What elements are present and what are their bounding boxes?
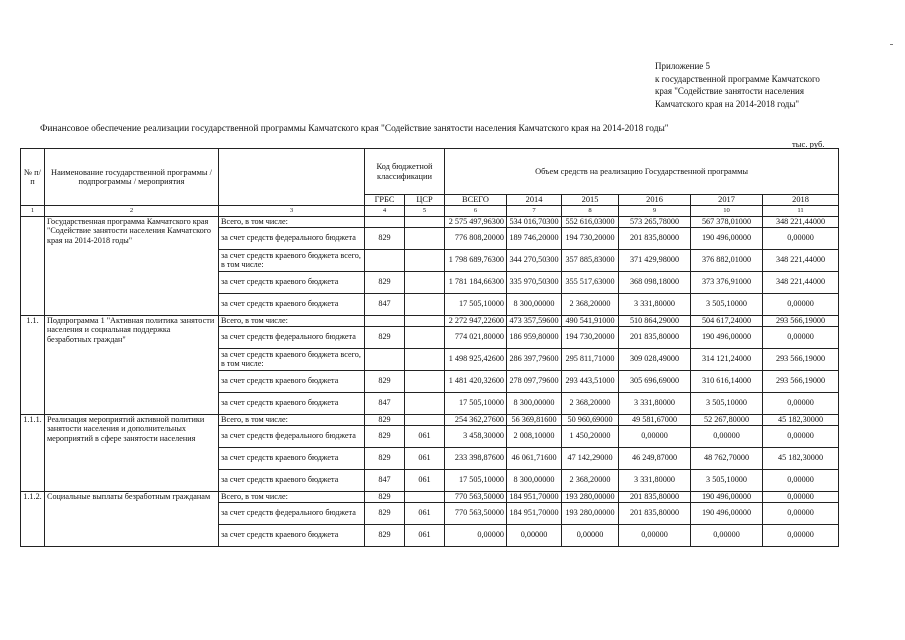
amount-2015: 2 368,20000 [562,469,619,491]
grbs-code: 829 [365,414,405,425]
csr-code [405,249,445,271]
document-title: Финансовое обеспечение реализации государственной программы Камчатского края "Содействие занятости населения Камчатского края на 2014-2018 годы" [40,124,669,134]
scan-mark [890,44,893,45]
appendix-line: Приложение 5 [655,61,711,71]
amount-2014: 184 951,70000 [507,491,562,502]
col-number: 11 [763,206,839,217]
amount-2017: 190 496,00000 [691,227,763,249]
amount-2018: 0,00000 [763,227,839,249]
grbs-code [365,216,405,227]
grbs-code: 829 [365,271,405,293]
funding-source: за счет средств краевого бюджета [219,469,365,491]
appendix-note [655,60,820,110]
amount-2018: 348 221,44000 [763,249,839,271]
amount-2016: 305 696,69000 [619,370,691,392]
col-number: 9 [619,206,691,217]
amount-total: 0,00000 [445,524,507,546]
amount-2018: 348 221,44000 [763,216,839,227]
amount-2017: 373 376,91000 [691,271,763,293]
table-row [21,414,839,425]
amount-2016: 3 331,80000 [619,469,691,491]
amount-total: 770 563,50000 [445,502,507,524]
header-year: 2018 [763,195,839,206]
grbs-code: 829 [365,370,405,392]
header-source [219,149,365,206]
amount-2016: 573 265,78000 [619,216,691,227]
amount-2014: 0,00000 [507,524,562,546]
amount-total: 2 272 947,22600 [445,315,507,326]
grbs-code [365,348,405,370]
funding-source: за счет средств федерального бюджета [219,502,365,524]
amount-2017: 0,00000 [691,425,763,447]
funding-source: за счет средств федерального бюджета [219,425,365,447]
amount-2014: 473 357,59600 [507,315,562,326]
header-kbk: Код бюджетной классификации [365,149,445,195]
amount-2014: 186 959,80000 [507,326,562,348]
csr-code [405,216,445,227]
amount-2015: 293 443,51000 [562,370,619,392]
amount-2014: 8 300,00000 [507,469,562,491]
amount-2016: 371 429,98000 [619,249,691,271]
amount-2017: 314 121,24000 [691,348,763,370]
amount-2017: 190 496,00000 [691,502,763,524]
funding-source: Всего, в том числе: [219,216,365,227]
amount-total: 3 458,30000 [445,425,507,447]
amount-2018: 0,00000 [763,469,839,491]
csr-code [405,414,445,425]
csr-code [405,293,445,315]
col-number: 3 [219,206,365,217]
csr-code: 061 [405,502,445,524]
grbs-code: 829 [365,227,405,249]
header-volume: Объем средств на реализацию Государственной программы [445,149,839,195]
funding-source: за счет средств краевого бюджета [219,447,365,469]
amount-2014: 335 970,50300 [507,271,562,293]
amount-total: 17 505,10000 [445,293,507,315]
program-name: Государственная программа Камчатского края "Содействие занятости населения Камчатского края на 2014-2018 годы" [45,216,219,315]
csr-code: 061 [405,425,445,447]
row-number [21,216,45,315]
amount-2016: 46 249,87000 [619,447,691,469]
amount-2017: 3 505,10000 [691,293,763,315]
funding-source: за счет средств федерального бюджета [219,326,365,348]
header-num: № п/п [21,149,45,206]
amount-2017: 504 617,24000 [691,315,763,326]
amount-total: 254 362,27600 [445,414,507,425]
row-number: 1.1. [21,315,45,414]
amount-2016: 49 581,67000 [619,414,691,425]
program-name: Реализация мероприятий активной политики занятости населения и дополнительных мероприятий в сфере занятости населения [45,414,219,491]
grbs-code: 829 [365,447,405,469]
amount-2014: 2 008,10000 [507,425,562,447]
amount-2016: 201 835,80000 [619,326,691,348]
csr-code [405,392,445,414]
amount-2018: 293 566,19000 [763,370,839,392]
csr-code [405,348,445,370]
amount-2015: 47 142,29000 [562,447,619,469]
amount-2018: 348 221,44000 [763,271,839,293]
funding-source: Всего, в том числе: [219,315,365,326]
grbs-code: 829 [365,425,405,447]
funding-source: за счет средств краевого бюджета всего, в том числе: [219,348,365,370]
csr-code: 061 [405,469,445,491]
appendix-line: к государственной программе Камчатского [655,73,820,84]
units-label: тыс. руб. [792,139,825,149]
row-number: 1.1.1. [21,414,45,491]
amount-2014: 534 016,70300 [507,216,562,227]
amount-2017: 3 505,10000 [691,392,763,414]
header-grbs: ГРБС [365,195,405,206]
amount-2015: 2 368,20000 [562,293,619,315]
amount-2016: 201 835,80000 [619,227,691,249]
funding-source: за счет средств краевого бюджета [219,271,365,293]
header-row [21,149,839,195]
amount-2017: 310 616,14000 [691,370,763,392]
amount-2018: 293 566,19000 [763,315,839,326]
amount-total: 17 505,10000 [445,392,507,414]
funding-source: за счет средств краевого бюджета всего, в том числе: [219,249,365,271]
amount-2018: 0,00000 [763,502,839,524]
header-year: 2016 [619,195,691,206]
table-row [21,216,839,227]
amount-2015: 490 541,91000 [562,315,619,326]
header-year: 2017 [691,195,763,206]
amount-total: 1 798 689,76300 [445,249,507,271]
amount-2016: 368 098,18000 [619,271,691,293]
funding-source: за счет средств краевого бюджета [219,370,365,392]
amount-2014: 8 300,00000 [507,392,562,414]
col-number: 2 [45,206,219,217]
amount-total: 1 481 420,32600 [445,370,507,392]
grbs-code: 847 [365,469,405,491]
program-name: Социальные выплаты безработным гражданам [45,491,219,546]
csr-code [405,315,445,326]
amount-2015: 194 730,20000 [562,227,619,249]
col-number: 5 [405,206,445,217]
amount-2015: 1 450,20000 [562,425,619,447]
table-row [21,315,839,326]
amount-2016: 201 835,80000 [619,491,691,502]
csr-code [405,326,445,348]
amount-2016: 510 864,29000 [619,315,691,326]
amount-2016: 201 835,80000 [619,502,691,524]
amount-2018: 0,00000 [763,425,839,447]
amount-2017: 48 762,70000 [691,447,763,469]
amount-2014: 286 397,79600 [507,348,562,370]
amount-total: 776 808,20000 [445,227,507,249]
csr-code [405,370,445,392]
col-number: 7 [507,206,562,217]
grbs-code: 829 [365,502,405,524]
amount-2014: 189 746,20000 [507,227,562,249]
amount-2017: 376 882,01000 [691,249,763,271]
col-number: 4 [365,206,405,217]
funding-source: Всего, в том числе: [219,491,365,502]
amount-2015: 0,00000 [562,524,619,546]
table-row [21,491,839,502]
amount-2014: 56 369,81600 [507,414,562,425]
col-number: 1 [21,206,45,217]
funding-source: за счет средств краевого бюджета [219,392,365,414]
grbs-code: 829 [365,524,405,546]
amount-2018: 0,00000 [763,293,839,315]
amount-2015: 194 730,20000 [562,326,619,348]
grbs-code: 847 [365,293,405,315]
amount-total: 17 505,10000 [445,469,507,491]
amount-total: 1 781 184,66300 [445,271,507,293]
amount-2018: 0,00000 [763,392,839,414]
amount-2016: 3 331,80000 [619,293,691,315]
amount-2015: 193 280,00000 [562,502,619,524]
amount-2018: 0,00000 [763,326,839,348]
col-number: 10 [691,206,763,217]
amount-total: 1 498 925,42600 [445,348,507,370]
amount-2015: 552 616,03000 [562,216,619,227]
row-number: 1.1.2. [21,491,45,546]
amount-2018: 293 566,19000 [763,348,839,370]
csr-code [405,227,445,249]
amount-2016: 3 331,80000 [619,392,691,414]
amount-2015: 2 368,20000 [562,392,619,414]
amount-2014: 8 300,00000 [507,293,562,315]
header-total: ВСЕГО [445,195,507,206]
header-year: 2014 [507,195,562,206]
appendix-line: края "Содействие занятости населения [655,86,805,96]
grbs-code [365,315,405,326]
amount-2017: 190 496,00000 [691,491,763,502]
amount-total: 2 575 497,96300 [445,216,507,227]
amount-2018: 0,00000 [763,491,839,502]
col-number: 6 [445,206,507,217]
amount-2018: 45 182,30000 [763,447,839,469]
amount-2015: 355 517,63000 [562,271,619,293]
grbs-code: 829 [365,491,405,502]
grbs-code [365,249,405,271]
col-number: 8 [562,206,619,217]
amount-2015: 295 811,71000 [562,348,619,370]
csr-code: 061 [405,524,445,546]
amount-2017: 567 378,01000 [691,216,763,227]
grbs-code: 847 [365,392,405,414]
amount-2014: 46 061,71600 [507,447,562,469]
funding-source: Всего, в том числе: [219,414,365,425]
amount-2014: 184 951,70000 [507,502,562,524]
amount-total: 770 563,50000 [445,491,507,502]
funding-source: за счет средств федерального бюджета [219,227,365,249]
amount-2015: 357 885,83000 [562,249,619,271]
amount-2015: 50 960,69000 [562,414,619,425]
amount-2017: 0,00000 [691,524,763,546]
column-number-row [21,206,839,217]
finance-table [20,148,839,547]
amount-2018: 45 182,30000 [763,414,839,425]
amount-2017: 52 267,80000 [691,414,763,425]
amount-2016: 0,00000 [619,524,691,546]
amount-2018: 0,00000 [763,524,839,546]
amount-2016: 309 028,49000 [619,348,691,370]
amount-2014: 344 270,50300 [507,249,562,271]
header-year: 2015 [562,195,619,206]
funding-source: за счет средств краевого бюджета [219,293,365,315]
amount-2016: 0,00000 [619,425,691,447]
header-csr: ЦСР [405,195,445,206]
header-name: Наименование государственной программы / подпрограммы / мероприятия [45,149,219,206]
grbs-code: 829 [365,326,405,348]
amount-2015: 193 280,00000 [562,491,619,502]
amount-total: 233 398,87600 [445,447,507,469]
amount-total: 774 021,80000 [445,326,507,348]
amount-2017: 190 496,00000 [691,326,763,348]
program-name: Подпрограмма 1 "Активная политика занятости населения и социальная поддержка безработных граждан" [45,315,219,414]
csr-code: 061 [405,447,445,469]
funding-source: за счет средств краевого бюджета [219,524,365,546]
amount-2017: 3 505,10000 [691,469,763,491]
csr-code [405,271,445,293]
csr-code [405,491,445,502]
amount-2014: 278 097,79600 [507,370,562,392]
appendix-line: Камчатского края на 2014-2018 годы" [655,98,800,109]
